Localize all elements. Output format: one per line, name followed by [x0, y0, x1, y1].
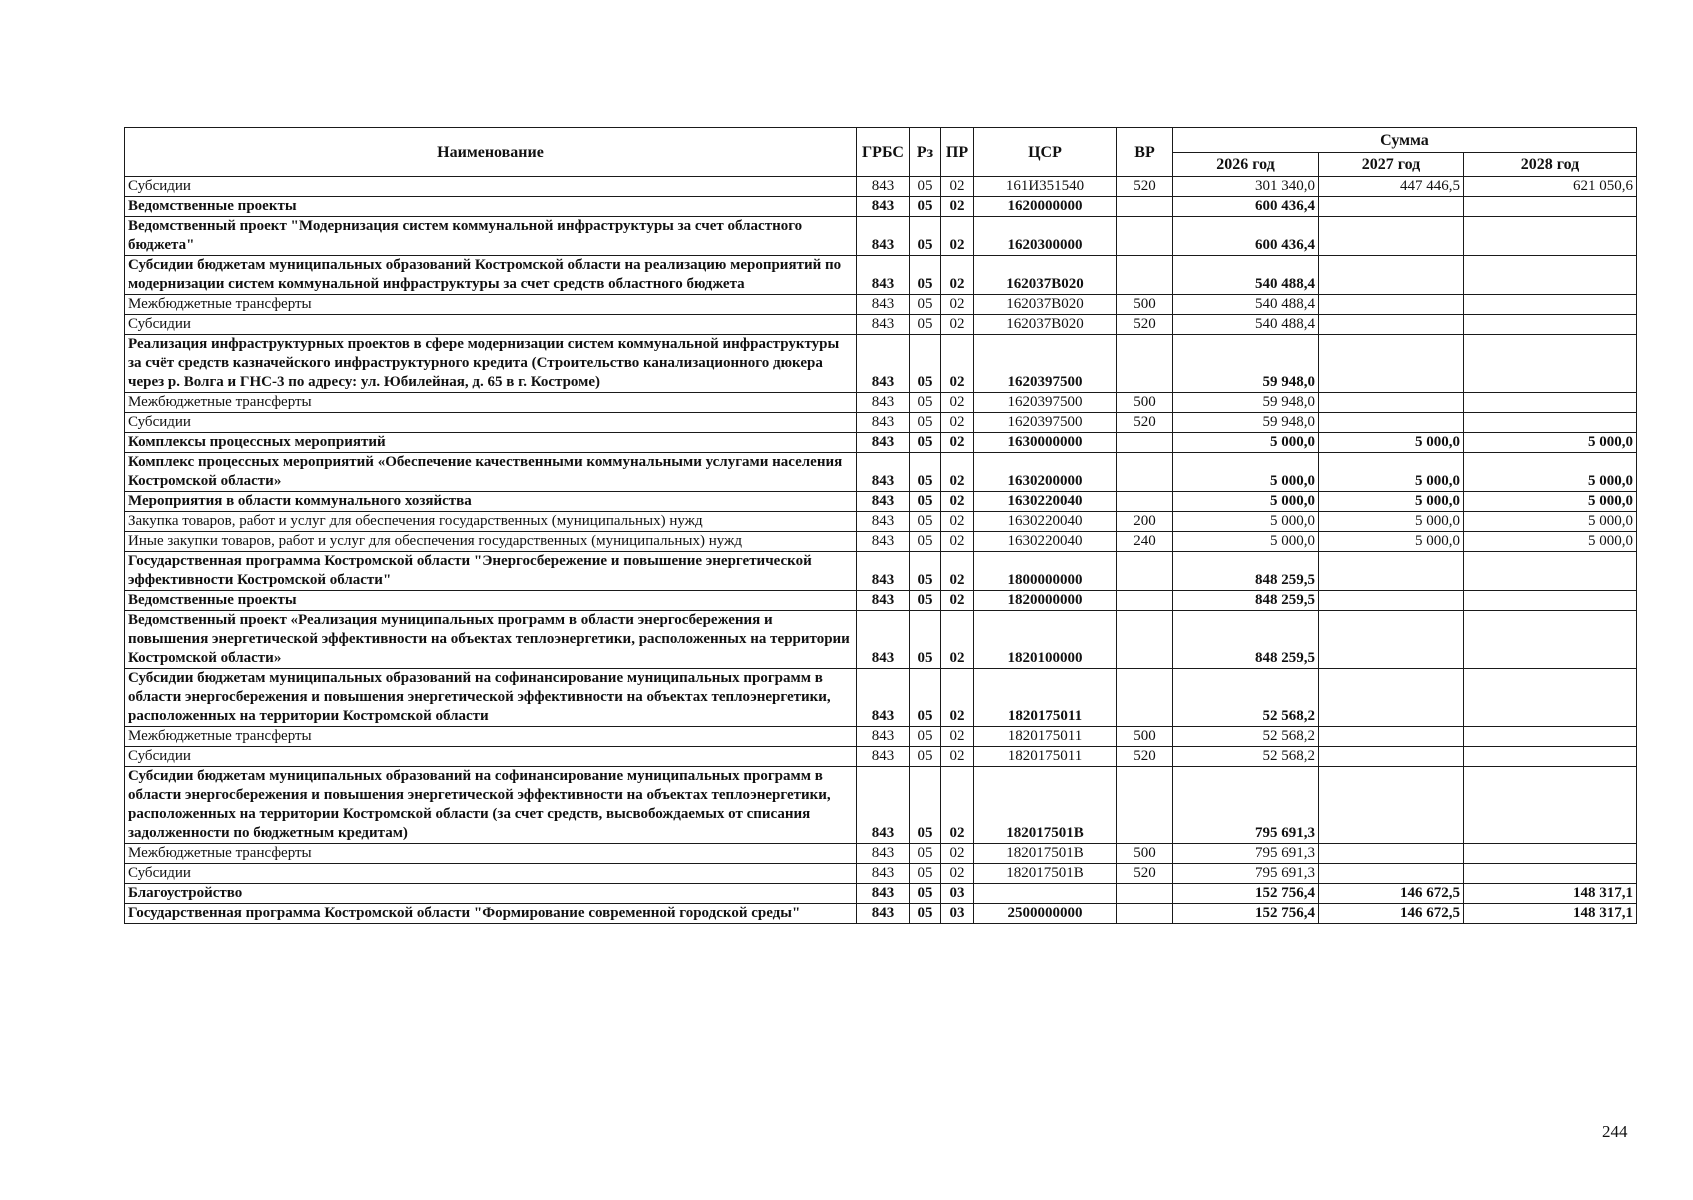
- table-row: [125, 512, 1637, 532]
- cell-pr: 02: [941, 864, 974, 884]
- cell-name: Субсидии: [125, 315, 857, 335]
- cell-csr: 1620300000: [974, 217, 1117, 256]
- table-row: [125, 747, 1637, 767]
- cell-rz: 05: [910, 433, 941, 453]
- cell-2028: 621 050,6: [1464, 177, 1637, 197]
- cell-rz: 05: [910, 844, 941, 864]
- cell-vr: 500: [1117, 393, 1173, 413]
- cell-2026: 152 756,4: [1173, 904, 1319, 924]
- table-row: [125, 197, 1637, 217]
- cell-vr: 500: [1117, 295, 1173, 315]
- col-header-sum: Сумма: [1173, 128, 1637, 153]
- col-header-grbs: ГРБС: [857, 128, 910, 177]
- cell-2027: 5 000,0: [1319, 492, 1464, 512]
- cell-2028: [1464, 552, 1637, 591]
- cell-rz: 05: [910, 335, 941, 393]
- cell-rz: 05: [910, 552, 941, 591]
- cell-name: Ведомственные проекты: [125, 197, 857, 217]
- cell-grbs: 843: [857, 335, 910, 393]
- cell-pr: 02: [941, 844, 974, 864]
- cell-pr: 03: [941, 884, 974, 904]
- cell-2028: [1464, 335, 1637, 393]
- cell-pr: 02: [941, 669, 974, 727]
- col-header-csr: ЦСР: [974, 128, 1117, 177]
- cell-2026: 848 259,5: [1173, 591, 1319, 611]
- cell-pr: 02: [941, 393, 974, 413]
- cell-vr: [1117, 669, 1173, 727]
- cell-csr: 1800000000: [974, 552, 1117, 591]
- cell-csr: 162037В020: [974, 256, 1117, 295]
- cell-pr: 02: [941, 256, 974, 295]
- cell-rz: 05: [910, 532, 941, 552]
- cell-pr: 02: [941, 591, 974, 611]
- cell-csr: 1820175011: [974, 669, 1117, 727]
- cell-2026: 5 000,0: [1173, 433, 1319, 453]
- cell-csr: 1630000000: [974, 433, 1117, 453]
- cell-csr: 1620397500: [974, 413, 1117, 433]
- cell-pr: 02: [941, 552, 974, 591]
- cell-2028: 148 317,1: [1464, 884, 1637, 904]
- cell-csr: 1630200000: [974, 453, 1117, 492]
- cell-rz: 05: [910, 492, 941, 512]
- cell-grbs: 843: [857, 552, 910, 591]
- cell-2027: [1319, 256, 1464, 295]
- table-row: [125, 393, 1637, 413]
- cell-vr: [1117, 453, 1173, 492]
- cell-grbs: 843: [857, 315, 910, 335]
- cell-csr: 162037В020: [974, 295, 1117, 315]
- cell-2028: 148 317,1: [1464, 904, 1637, 924]
- cell-2026: 5 000,0: [1173, 532, 1319, 552]
- cell-pr: 02: [941, 727, 974, 747]
- cell-name: Ведомственные проекты: [125, 591, 857, 611]
- cell-2028: [1464, 747, 1637, 767]
- cell-name: Субсидии: [125, 177, 857, 197]
- cell-2027: [1319, 864, 1464, 884]
- cell-2026: 600 436,4: [1173, 217, 1319, 256]
- cell-grbs: 843: [857, 532, 910, 552]
- cell-2026: 5 000,0: [1173, 512, 1319, 532]
- cell-pr: 02: [941, 295, 974, 315]
- cell-name: Субсидии бюджетам муниципальных образований на софинансирование муниципальных программ в области энергосбережения и повышения энергетической эффективности на объектах теплоэнергетики, расположенных на территории Костромской области (за счет средств, высвобождаемых от списания задолженности по бюджетным кредитам): [125, 767, 857, 844]
- cell-vr: 500: [1117, 727, 1173, 747]
- cell-vr: 520: [1117, 864, 1173, 884]
- cell-csr: 161И351540: [974, 177, 1117, 197]
- cell-2027: [1319, 591, 1464, 611]
- cell-vr: [1117, 256, 1173, 295]
- cell-pr: 02: [941, 453, 974, 492]
- cell-2028: 5 000,0: [1464, 512, 1637, 532]
- table-row: [125, 611, 1637, 669]
- cell-2027: 5 000,0: [1319, 512, 1464, 532]
- cell-pr: 02: [941, 492, 974, 512]
- cell-2028: 5 000,0: [1464, 453, 1637, 492]
- cell-grbs: 843: [857, 611, 910, 669]
- cell-2028: 5 000,0: [1464, 492, 1637, 512]
- table-row: [125, 177, 1637, 197]
- cell-2026: 795 691,3: [1173, 767, 1319, 844]
- table-row: [125, 217, 1637, 256]
- cell-grbs: 843: [857, 492, 910, 512]
- cell-vr: 520: [1117, 315, 1173, 335]
- col-header-2028: 2028 год: [1464, 153, 1637, 177]
- cell-2026: 5 000,0: [1173, 453, 1319, 492]
- cell-name: Ведомственный проект "Модернизация систем коммунальной инфраструктуры за счет областного бюджета": [125, 217, 857, 256]
- table-row: [125, 433, 1637, 453]
- col-header-vr: ВР: [1117, 128, 1173, 177]
- table-row: [125, 315, 1637, 335]
- cell-grbs: 843: [857, 217, 910, 256]
- cell-rz: 05: [910, 295, 941, 315]
- cell-2028: [1464, 864, 1637, 884]
- cell-name: Субсидии бюджетам муниципальных образований на софинансирование муниципальных программ в области энергосбережения и повышения энергетической эффективности на объектах теплоэнергетики, расположенных на территории Костромской области: [125, 669, 857, 727]
- cell-name: Межбюджетные трансферты: [125, 295, 857, 315]
- table-row: [125, 884, 1637, 904]
- cell-name: Субсидии: [125, 413, 857, 433]
- cell-2027: 5 000,0: [1319, 433, 1464, 453]
- cell-grbs: 843: [857, 197, 910, 217]
- cell-2026: 5 000,0: [1173, 492, 1319, 512]
- cell-grbs: 843: [857, 669, 910, 727]
- cell-grbs: 843: [857, 393, 910, 413]
- cell-vr: 200: [1117, 512, 1173, 532]
- cell-name: Субсидии бюджетам муниципальных образований Костромской области на реализацию мероприятий по модернизации систем коммунальной инфраструктуры за счет средств областного бюджета: [125, 256, 857, 295]
- cell-csr: 1820175011: [974, 727, 1117, 747]
- cell-grbs: 843: [857, 904, 910, 924]
- cell-2026: 540 488,4: [1173, 295, 1319, 315]
- cell-pr: 02: [941, 512, 974, 532]
- cell-2027: [1319, 669, 1464, 727]
- cell-vr: [1117, 611, 1173, 669]
- cell-rz: 05: [910, 217, 941, 256]
- cell-name: Комплекс процессных мероприятий «Обеспечение качественными коммунальными услугами населения Костромской области»: [125, 453, 857, 492]
- table-row: [125, 727, 1637, 747]
- table-row: [125, 552, 1637, 591]
- cell-csr: [974, 884, 1117, 904]
- cell-2028: [1464, 393, 1637, 413]
- cell-2028: [1464, 669, 1637, 727]
- cell-rz: 05: [910, 591, 941, 611]
- table-row: [125, 767, 1637, 844]
- cell-grbs: 843: [857, 844, 910, 864]
- cell-name: Межбюджетные трансферты: [125, 727, 857, 747]
- table-row: [125, 669, 1637, 727]
- cell-csr: 1620000000: [974, 197, 1117, 217]
- cell-2026: 59 948,0: [1173, 335, 1319, 393]
- cell-rz: 05: [910, 669, 941, 727]
- cell-2026: 52 568,2: [1173, 747, 1319, 767]
- cell-csr: 1630220040: [974, 532, 1117, 552]
- cell-name: Субсидии: [125, 864, 857, 884]
- cell-vr: [1117, 197, 1173, 217]
- cell-vr: [1117, 433, 1173, 453]
- cell-2026: 795 691,3: [1173, 844, 1319, 864]
- cell-2028: [1464, 197, 1637, 217]
- cell-csr: 1630220040: [974, 492, 1117, 512]
- table-row: [125, 904, 1637, 924]
- cell-vr: 520: [1117, 413, 1173, 433]
- cell-2026: 52 568,2: [1173, 727, 1319, 747]
- cell-name: Благоустройство: [125, 884, 857, 904]
- cell-csr: 182017501В: [974, 844, 1117, 864]
- col-header-2026: 2026 год: [1173, 153, 1319, 177]
- cell-rz: 05: [910, 256, 941, 295]
- cell-csr: 1820000000: [974, 591, 1117, 611]
- col-header-name: Наименование: [125, 128, 857, 177]
- cell-2027: [1319, 413, 1464, 433]
- cell-vr: [1117, 884, 1173, 904]
- cell-grbs: 843: [857, 767, 910, 844]
- cell-csr: 182017501В: [974, 864, 1117, 884]
- cell-grbs: 843: [857, 433, 910, 453]
- cell-vr: [1117, 591, 1173, 611]
- cell-2028: 5 000,0: [1464, 433, 1637, 453]
- cell-grbs: 843: [857, 413, 910, 433]
- cell-pr: 02: [941, 177, 974, 197]
- table-row: [125, 295, 1637, 315]
- cell-pr: 02: [941, 433, 974, 453]
- cell-2027: [1319, 767, 1464, 844]
- cell-csr: 162037В020: [974, 315, 1117, 335]
- table-row: [125, 591, 1637, 611]
- cell-grbs: 843: [857, 884, 910, 904]
- cell-2027: [1319, 844, 1464, 864]
- cell-pr: 02: [941, 611, 974, 669]
- cell-rz: 05: [910, 884, 941, 904]
- cell-pr: 02: [941, 532, 974, 552]
- cell-pr: 03: [941, 904, 974, 924]
- cell-2028: [1464, 844, 1637, 864]
- cell-rz: 05: [910, 315, 941, 335]
- cell-csr: 1620397500: [974, 393, 1117, 413]
- cell-2028: [1464, 727, 1637, 747]
- cell-grbs: 843: [857, 747, 910, 767]
- cell-2028: [1464, 767, 1637, 844]
- cell-2027: [1319, 335, 1464, 393]
- cell-grbs: 843: [857, 512, 910, 532]
- cell-2026: 540 488,4: [1173, 256, 1319, 295]
- table-row: [125, 453, 1637, 492]
- cell-vr: 520: [1117, 747, 1173, 767]
- cell-grbs: 843: [857, 864, 910, 884]
- cell-pr: 02: [941, 767, 974, 844]
- cell-2027: [1319, 217, 1464, 256]
- cell-pr: 02: [941, 197, 974, 217]
- cell-2026: 540 488,4: [1173, 315, 1319, 335]
- cell-2027: [1319, 611, 1464, 669]
- cell-csr: 182017501В: [974, 767, 1117, 844]
- page-number: 244: [1602, 1122, 1628, 1141]
- cell-grbs: 843: [857, 727, 910, 747]
- col-header-2027: 2027 год: [1319, 153, 1464, 177]
- cell-name: Межбюджетные трансферты: [125, 393, 857, 413]
- cell-2026: 848 259,5: [1173, 611, 1319, 669]
- cell-pr: 02: [941, 217, 974, 256]
- cell-2027: [1319, 727, 1464, 747]
- cell-vr: [1117, 904, 1173, 924]
- cell-vr: [1117, 552, 1173, 591]
- cell-pr: 02: [941, 747, 974, 767]
- table-row: [125, 256, 1637, 295]
- cell-name: Комплексы процессных мероприятий: [125, 433, 857, 453]
- cell-name: Государственная программа Костромской области "Энергосбережение и повышение энергетической эффективности Костромской области": [125, 552, 857, 591]
- cell-2026: 52 568,2: [1173, 669, 1319, 727]
- cell-pr: 02: [941, 315, 974, 335]
- cell-name: Мероприятия в области коммунального хозяйства: [125, 492, 857, 512]
- cell-name: Государственная программа Костромской области "Формирование современной городской среды": [125, 904, 857, 924]
- cell-2028: [1464, 315, 1637, 335]
- col-header-rz: Рз: [910, 128, 941, 177]
- cell-vr: 520: [1117, 177, 1173, 197]
- cell-pr: 02: [941, 413, 974, 433]
- cell-rz: 05: [910, 904, 941, 924]
- cell-vr: [1117, 217, 1173, 256]
- cell-2027: [1319, 393, 1464, 413]
- table-row: [125, 492, 1637, 512]
- budget-table: [124, 127, 1637, 924]
- cell-rz: 05: [910, 393, 941, 413]
- cell-rz: 05: [910, 611, 941, 669]
- cell-2027: 5 000,0: [1319, 453, 1464, 492]
- cell-2026: 848 259,5: [1173, 552, 1319, 591]
- cell-name: Иные закупки товаров, работ и услуг для обеспечения государственных (муниципальных) нужд: [125, 532, 857, 552]
- cell-2028: [1464, 611, 1637, 669]
- cell-2028: 5 000,0: [1464, 532, 1637, 552]
- cell-2027: [1319, 315, 1464, 335]
- cell-vr: 240: [1117, 532, 1173, 552]
- cell-name: Субсидии: [125, 747, 857, 767]
- cell-rz: 05: [910, 512, 941, 532]
- cell-2027: [1319, 552, 1464, 591]
- cell-vr: [1117, 335, 1173, 393]
- cell-rz: 05: [910, 747, 941, 767]
- table-row: [125, 413, 1637, 433]
- cell-name: Межбюджетные трансферты: [125, 844, 857, 864]
- cell-rz: 05: [910, 197, 941, 217]
- cell-grbs: 843: [857, 295, 910, 315]
- cell-csr: 1820175011: [974, 747, 1117, 767]
- cell-2028: [1464, 217, 1637, 256]
- table-row: [125, 335, 1637, 393]
- cell-2027: 146 672,5: [1319, 884, 1464, 904]
- cell-2028: [1464, 295, 1637, 315]
- cell-grbs: 843: [857, 453, 910, 492]
- cell-name: Реализация инфраструктурных проектов в сфере модернизации систем коммунальной инфраструктуры за счёт средств казначейского инфраструктурного кредита (Строительство канализационного дюкера через р. Волга и ГНС-3 по адресу: ул. Юбилейная, д. 65 в г. Костроме): [125, 335, 857, 393]
- cell-2028: [1464, 256, 1637, 295]
- budget-sheet: [124, 127, 1636, 924]
- cell-rz: 05: [910, 413, 941, 433]
- cell-rz: 05: [910, 864, 941, 884]
- cell-2027: 447 446,5: [1319, 177, 1464, 197]
- cell-grbs: 843: [857, 591, 910, 611]
- cell-2026: 301 340,0: [1173, 177, 1319, 197]
- cell-2026: 600 436,4: [1173, 197, 1319, 217]
- cell-2027: [1319, 747, 1464, 767]
- cell-vr: [1117, 767, 1173, 844]
- cell-grbs: 843: [857, 256, 910, 295]
- cell-rz: 05: [910, 177, 941, 197]
- cell-rz: 05: [910, 727, 941, 747]
- table-row: [125, 864, 1637, 884]
- cell-csr: 2500000000: [974, 904, 1117, 924]
- cell-vr: 500: [1117, 844, 1173, 864]
- cell-rz: 05: [910, 767, 941, 844]
- table-row: [125, 844, 1637, 864]
- cell-grbs: 843: [857, 177, 910, 197]
- cell-2027: 146 672,5: [1319, 904, 1464, 924]
- cell-2028: [1464, 591, 1637, 611]
- cell-2026: 59 948,0: [1173, 413, 1319, 433]
- cell-csr: 1820100000: [974, 611, 1117, 669]
- cell-2027: 5 000,0: [1319, 532, 1464, 552]
- cell-2026: 795 691,3: [1173, 864, 1319, 884]
- cell-2026: 152 756,4: [1173, 884, 1319, 904]
- cell-2026: 59 948,0: [1173, 393, 1319, 413]
- cell-csr: 1620397500: [974, 335, 1117, 393]
- cell-vr: [1117, 492, 1173, 512]
- cell-2027: [1319, 197, 1464, 217]
- cell-name: Закупка товаров, работ и услуг для обеспечения государственных (муниципальных) нужд: [125, 512, 857, 532]
- cell-pr: 02: [941, 335, 974, 393]
- cell-name: Ведомственный проект «Реализация муниципальных программ в области энергосбережения и повышения энергетической эффективности на объектах теплоэнергетики, расположенных на территории Костромской области»: [125, 611, 857, 669]
- cell-2028: [1464, 413, 1637, 433]
- cell-csr: 1630220040: [974, 512, 1117, 532]
- cell-rz: 05: [910, 453, 941, 492]
- table-row: [125, 532, 1637, 552]
- cell-2027: [1319, 295, 1464, 315]
- col-header-pr: ПР: [941, 128, 974, 177]
